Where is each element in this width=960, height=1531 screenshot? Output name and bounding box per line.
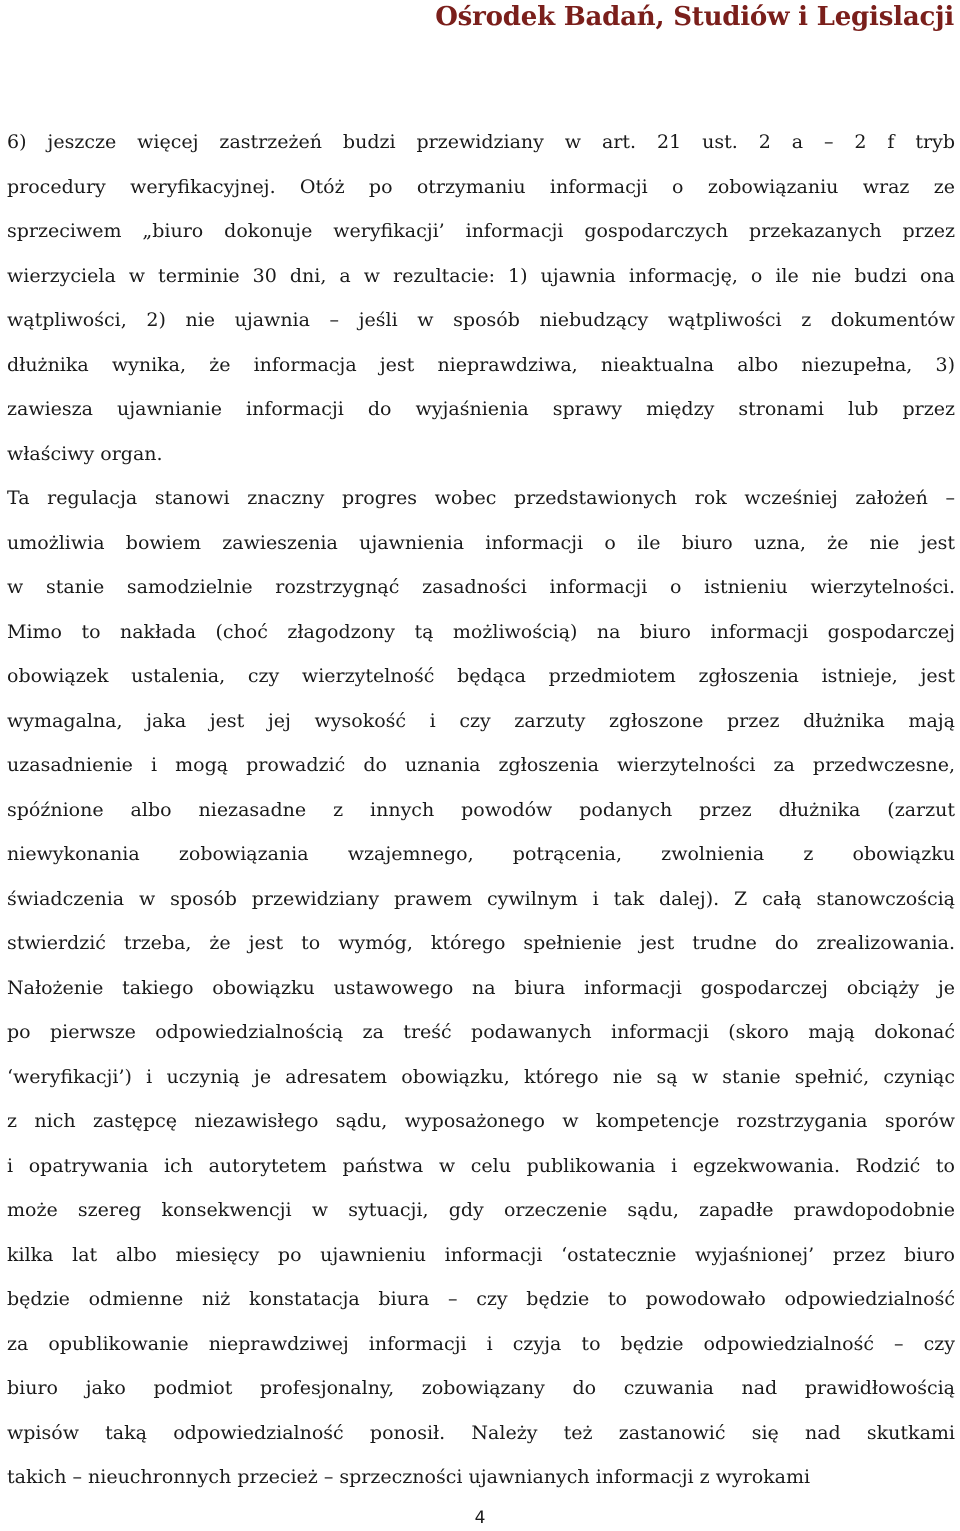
text-line: w stanie samodzielnie rozstrzygnąć zasadności informacji o istnieniu wierzytelności. [7, 576, 955, 598]
text-line: Nałożenie takiego obowiązku ustawowego na biura informacji gospodarczej obciąży je [7, 976, 955, 999]
text-line: wpisów taką odpowiedzialność ponosił. Należy też zastanowić się nad skutkami [7, 1421, 955, 1444]
text-line: dłużnika wynika, że informacja jest nieprawdziwa, nieaktualna albo niezupełna, 3) [7, 353, 955, 376]
text-line: po pierwsze odpowiedzialnością za treść podawanych informacji (skoro mają dokonać [7, 1021, 955, 1043]
text-line: 6) jeszcze więcej zastrzeżeń budzi przewidziany w art. 21 ust. 2 a – 2 f tryb [7, 131, 955, 153]
text-line: będzie odmienne niż konstatacja biura – czy będzie to powodowało odpowiedzialność [7, 1288, 955, 1310]
text-line: świadczenia w sposób przewidziany prawem cywilnym i tak dalej). Z całą stanowczością [7, 887, 955, 910]
text-line: uzasadnienie i mogą prowadzić do uznania zgłoszenia wierzytelności za przedwczesne, [7, 754, 955, 776]
page-header [0, 0, 960, 46]
text-line: może szereg konsekwencji w sytuacji, gdy orzeczenie sądu, zapadłe prawdopodobnie [7, 1199, 955, 1221]
body-text [7, 120, 955, 1500]
header-title: Ośrodek Badań, Studiów i Legislacji [435, 2, 954, 32]
text-line: spóźnione albo niezasadne z innych powodów podanych przez dłużnika (zarzut [7, 798, 955, 821]
text-line: zawiesza ujawnianie informacji do wyjaśnienia sprawy między stronami lub przez [7, 398, 955, 420]
text-line: właściwy organ. [7, 442, 163, 465]
text-line: z nich zastępcę niezawisłego sądu, wyposażonego w kompetencje rozstrzygania sporów [7, 1110, 955, 1132]
text-line: Ta regulacja stanowi znaczny progres wobec przedstawionych rok wcześniej założeń – [7, 487, 955, 509]
text-line: wymagalna, jaka jest jej wysokość i czy zarzuty zgłoszone przez dłużnika mają [7, 709, 955, 732]
text-line: takich – nieuchronnych przecież – sprzeczności ujawnianych informacji z wyrokami [7, 1466, 811, 1488]
text-line: stwierdzić trzeba, że jest to wymóg, którego spełnienie jest trudne do zrealizowania. [7, 932, 955, 954]
text-line: za opublikowanie nieprawdziwej informacji i czyja to będzie odpowiedzialność – czy [7, 1332, 955, 1355]
text-line: sprzeciwem „biuro dokonuje weryfikacji’ informacji gospodarczych przekazanych przez [7, 220, 955, 242]
text-line: biuro jako podmiot profesjonalny, zobowiązany do czuwania nad prawidłowością [7, 1377, 955, 1399]
text-line: wątpliwości, 2) nie ujawnia – jeśli w sposób niebudzący wątpliwości z dokumentów [7, 309, 955, 331]
text-line: i opatrywania ich autorytetem państwa w celu publikowania i egzekwowania. Rodzić to [7, 1154, 955, 1177]
text-line: Mimo to nakłada (choć złagodzony tą możliwością) na biuro informacji gospodarczej [7, 620, 955, 643]
text-line: umożliwia bowiem zawieszenia ujawnienia informacji o ile biuro uzna, że nie jest [7, 531, 955, 554]
text-line: procedury weryfikacyjnej. Otóż po otrzymaniu informacji o zobowiązaniu wraz ze [7, 175, 955, 198]
page-number: 4 [474, 1508, 486, 1528]
text-line: kilka lat albo miesięcy po ujawnieniu informacji ‘ostatecznie wyjaśnionej’ przez biuro [7, 1243, 955, 1266]
text-line: wierzyciela w terminie 30 dni, a w rezultacie: 1) ujawnia informację, o ile nie budzi ona [7, 264, 955, 287]
text-line: ‘weryfikacji’) i uczynią je adresatem obowiązku, którego nie są w stanie spełnić, czyniąc [7, 1065, 955, 1088]
text-line: obowiązek ustalenia, czy wierzytelność będąca przedmiotem zgłoszenia istnieje, jest [7, 665, 955, 687]
text-line: niewykonania zobowiązania wzajemnego, potrącenia, zwolnienia z obowiązku [7, 843, 955, 865]
